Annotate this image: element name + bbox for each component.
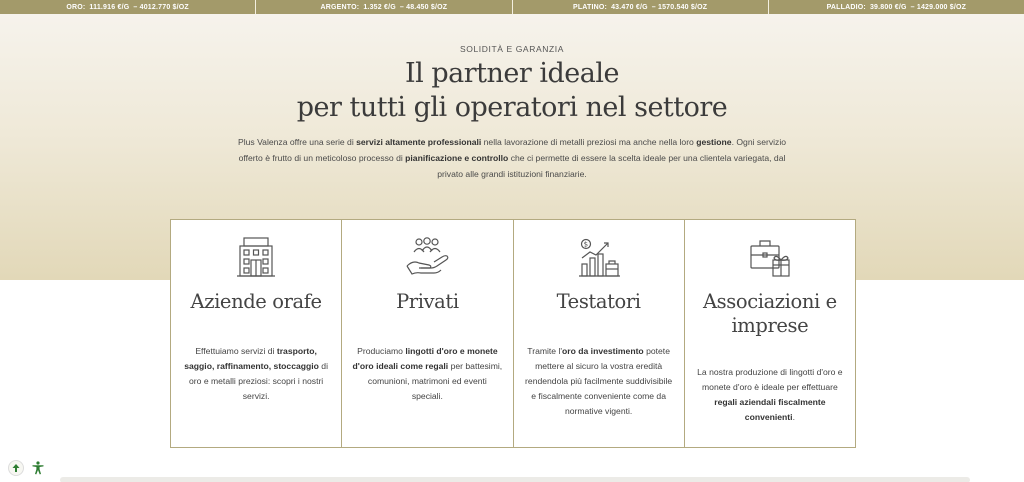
card-text: Produciamo — [357, 346, 406, 356]
card-text: di oro e metalli preziosi: scopri i nostri servizi. — [189, 361, 328, 401]
svg-text:$: $ — [583, 240, 588, 249]
card-text-bold: lingotti d'oro e monete d'oro ideali come regali — [352, 346, 498, 371]
card-text: Tramite l' — [527, 346, 563, 356]
ticker-item-palladium — [769, 0, 1024, 14]
card-aziende-orafe[interactable] — [171, 220, 342, 447]
ticker-metal: ARGENTO: — [320, 3, 360, 11]
page-title-line-1: Il partner ideale — [405, 58, 619, 89]
card-text: per battesimi, comunioni, matrimoni ed eventi speciali. — [367, 361, 503, 401]
ticker-metal: PALLADIO: — [826, 3, 866, 11]
accessibility-button[interactable] — [30, 460, 46, 476]
card-associazioni-imprese[interactable] — [685, 220, 855, 447]
intro-bold: pianificazione e controllo — [405, 153, 509, 163]
intro-text: . Ogni servizio offerto è frutto di un meticoloso processo di — [238, 137, 787, 163]
intro-bold: servizi altamente professionali — [356, 137, 482, 147]
ticker-item-platinum — [513, 0, 769, 14]
ticker-item-silver — [256, 0, 512, 14]
page-title — [0, 57, 1024, 125]
building-icon — [233, 236, 279, 278]
card-text-bold: oro da investimento — [562, 346, 644, 356]
card-text-bold: regali aziendali fiscalmente convenienti — [714, 397, 826, 422]
intro-text: che ci permette di essere la scelta ideale per una clientela variegata, dal privato alle grandi istituzioni finanziarie. — [437, 153, 786, 179]
card-title: Aziende orafe — [190, 290, 322, 313]
intro-text: nella lavorazione di metalli preziosi ma anche nella loro — [481, 137, 697, 147]
ticker-price-ounce: – 1429.000 $/OZ — [910, 3, 967, 11]
service-cards — [170, 219, 856, 448]
intro-bold: gestione — [696, 137, 732, 147]
card-description — [352, 344, 502, 404]
metal-price-ticker — [0, 0, 1024, 14]
ticker-metal: ORO: — [66, 3, 86, 11]
intro-paragraph — [232, 134, 792, 182]
intro-text: Plus Valenza offre una serie di — [237, 137, 357, 147]
investment-chart-icon — [576, 236, 622, 278]
scroll-top-button[interactable] — [8, 460, 24, 476]
people-hand-icon — [404, 236, 450, 278]
ticker-price-ounce: – 48.450 $/OZ — [399, 3, 448, 11]
ticker-price-gram: 39.800 €/G — [869, 3, 907, 11]
ticker-price-gram: 1.352 €/G — [363, 3, 396, 11]
section-eyebrow: SOLIDITÀ E GARANZIA — [460, 44, 564, 54]
accessibility-icon — [31, 461, 45, 475]
next-section-edge — [60, 477, 970, 482]
page-title-line-2: per tutti gli operatori nel settore — [296, 92, 728, 123]
card-text: . — [792, 412, 795, 422]
card-text: La nostra produzione di lingotti d'oro e monete d'oro è ideale per effettuare — [697, 367, 843, 392]
ticker-price-gram: 111.916 €/G — [89, 3, 130, 11]
card-text: Effettuiamo servizi di — [195, 346, 277, 356]
card-description — [695, 365, 845, 425]
card-title: Testatori — [556, 290, 641, 313]
arrow-up-icon — [11, 463, 21, 473]
card-privati[interactable] — [342, 220, 513, 447]
ticker-price-ounce: – 4012.770 $/OZ — [133, 3, 189, 11]
ticker-price-ounce: – 1570.540 $/OZ — [651, 3, 708, 11]
card-text-bold: trasporto, saggio, raffinamento, stoccaggio — [184, 346, 319, 371]
ticker-item-gold — [0, 0, 256, 14]
card-title: Associazioni e imprese — [702, 290, 837, 337]
card-testatori[interactable] — [514, 220, 685, 447]
card-description — [524, 344, 674, 419]
card-title: Privati — [396, 290, 459, 313]
ticker-metal: PLATINO: — [572, 3, 608, 11]
card-text: potete mettere al sicuro la vostra eredità rendendola più facilmente suddivisibile e fiscalmente conveniente come da normative vigenti. — [525, 346, 673, 416]
card-description — [181, 344, 331, 404]
briefcase-gift-icon — [747, 236, 793, 278]
ticker-price-gram: 43.470 €/G — [611, 3, 648, 11]
